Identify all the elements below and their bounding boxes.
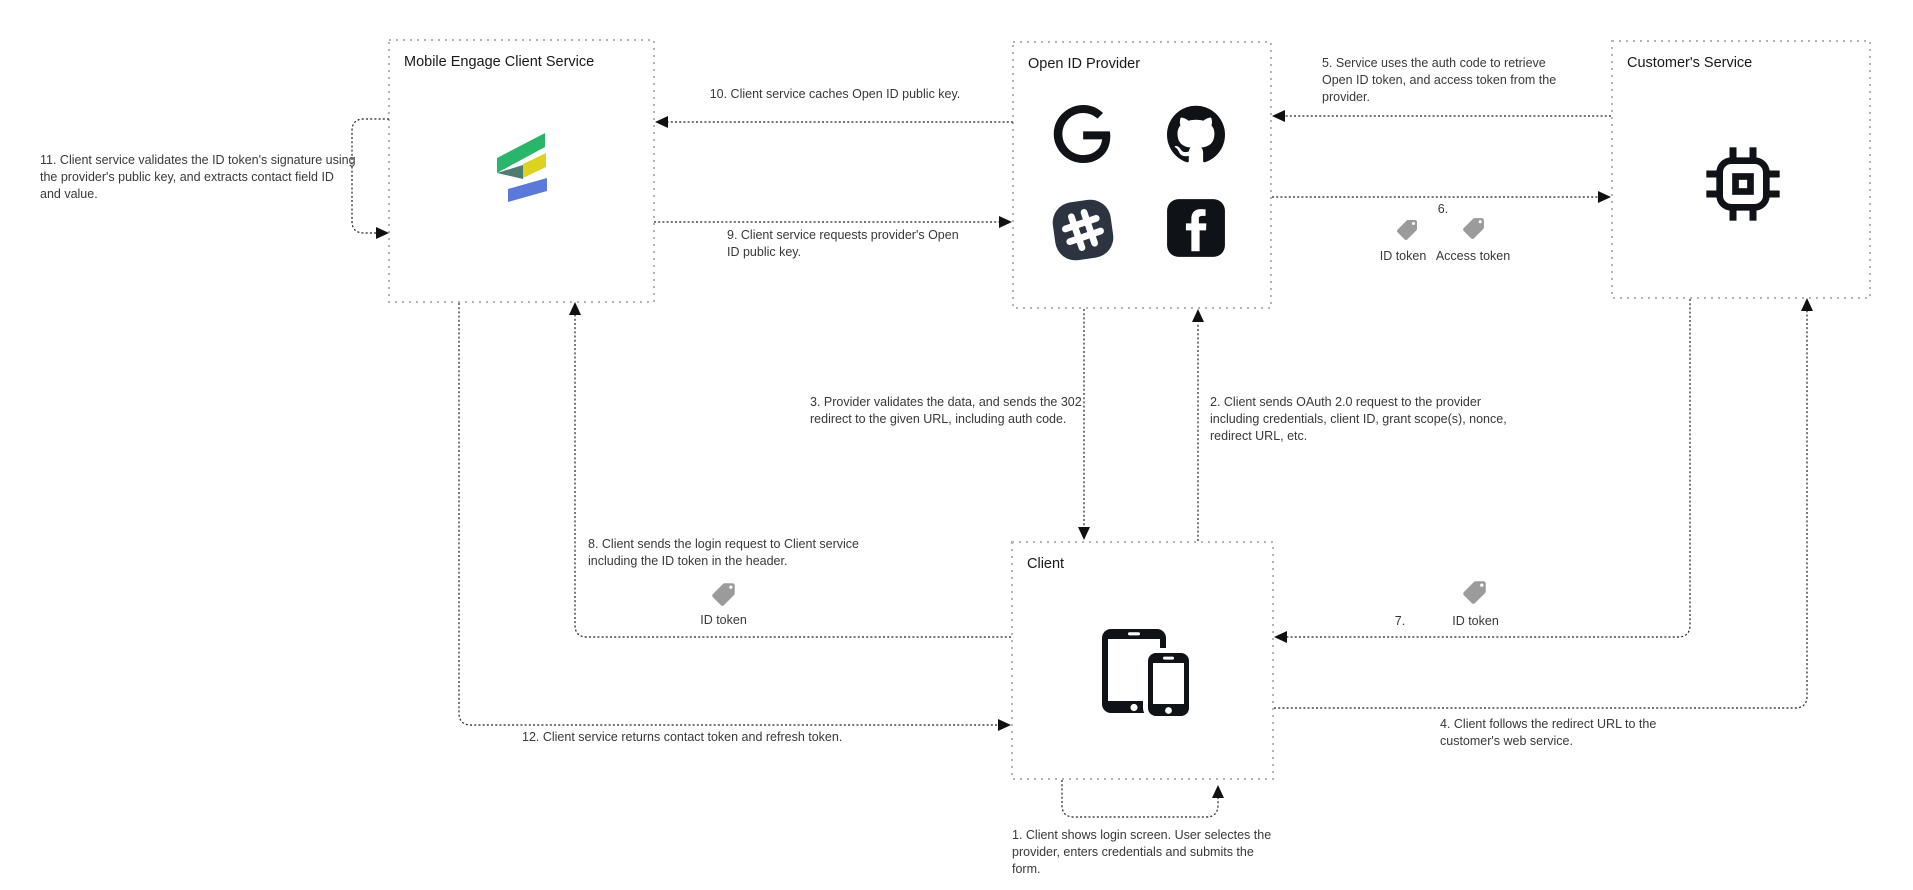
- arrowhead-step7: [1274, 631, 1287, 643]
- arrowhead-step6: [1598, 191, 1611, 203]
- arrowhead-step12: [998, 719, 1011, 731]
- step-9-label: 9. Client service requests provider's Open ID public key.: [727, 228, 959, 259]
- connector-step7: [1287, 299, 1690, 637]
- step-4-label: 4. Client follows the redirect URL to the customer's web service.: [1440, 717, 1657, 748]
- node-title-customer-service: Customer's Service: [1627, 55, 1753, 71]
- arrowhead-step3: [1078, 527, 1090, 540]
- step-8-label: 8. Client sends the login request to Client service including the ID token in the header.: [588, 537, 859, 568]
- step-5-label: 5. Service uses the auth code to retrieve Open ID token, and access token from the provider.: [1322, 56, 1557, 104]
- slack-icon: [1048, 195, 1118, 265]
- arrowhead-step1: [1212, 785, 1224, 798]
- node-client[interactable]: [1012, 542, 1273, 779]
- github-icon: [1167, 105, 1225, 163]
- arrowhead-step8: [569, 302, 581, 315]
- step-1-label: 1. Client shows login screen. User selectes the provider, enters credentials and submits the form.: [1012, 828, 1272, 876]
- connector-step8: [575, 315, 1011, 637]
- node-title-mobile-engage: Mobile Engage Client Service: [404, 54, 595, 70]
- connector-step12: [459, 303, 998, 725]
- emarsys-logo-icon: [497, 133, 547, 203]
- chip-icon: [1703, 142, 1783, 226]
- google-icon: [1053, 105, 1111, 163]
- tag-icon: [710, 581, 737, 608]
- arrowhead-step2: [1192, 309, 1204, 322]
- tag-icon: [1395, 218, 1419, 242]
- node-title-open-id-provider: Open ID Provider: [1028, 56, 1141, 72]
- step-6-id-token-tag-label: ID token: [1379, 249, 1427, 263]
- mobile-devices-icon: [1100, 627, 1200, 719]
- arrowhead-step10: [655, 116, 668, 128]
- step-8-id-token-tag-label: ID token: [700, 613, 747, 627]
- connector-step4: [1274, 311, 1807, 708]
- step-6-access-token-tag-label: Access token: [1435, 249, 1511, 263]
- tag-icon: [1461, 216, 1486, 241]
- step-7-label: 7.: [1394, 614, 1406, 628]
- step-3-label: 3. Provider validates the data, and sends the 302 redirect to the given URL, including auth code.: [810, 395, 1082, 426]
- node-title-client: Client: [1027, 556, 1065, 572]
- arrowhead-step9: [999, 216, 1012, 228]
- step-7-id-token-tag-label: ID token: [1452, 614, 1499, 628]
- step-10-label: 10. Client service caches Open ID public key.: [709, 87, 961, 101]
- step-2-label: 2. Client sends OAuth 2.0 request to the provider including credentials, client ID, grant scope(s), nonce, redirect URL, etc.: [1210, 395, 1507, 443]
- node-open-id-provider[interactable]: [1013, 42, 1271, 308]
- node-customer-service[interactable]: [1612, 41, 1870, 298]
- node-mobile-engage-client-service[interactable]: [389, 40, 654, 302]
- step-12-label: 12. Client service returns contact token and refresh token.: [522, 730, 843, 744]
- arrowhead-step4: [1801, 298, 1813, 311]
- facebook-icon: [1165, 197, 1227, 259]
- step-11-label: 11. Client service validates the ID token's signature using the provider's public key, and extracts contact field ID and value.: [40, 153, 356, 201]
- arrowhead-step11: [376, 227, 389, 239]
- step-6-label: 6.: [1437, 202, 1449, 216]
- tag-icon: [1461, 579, 1488, 606]
- connector-step1: [1062, 780, 1218, 817]
- arrowhead-step5: [1272, 110, 1285, 122]
